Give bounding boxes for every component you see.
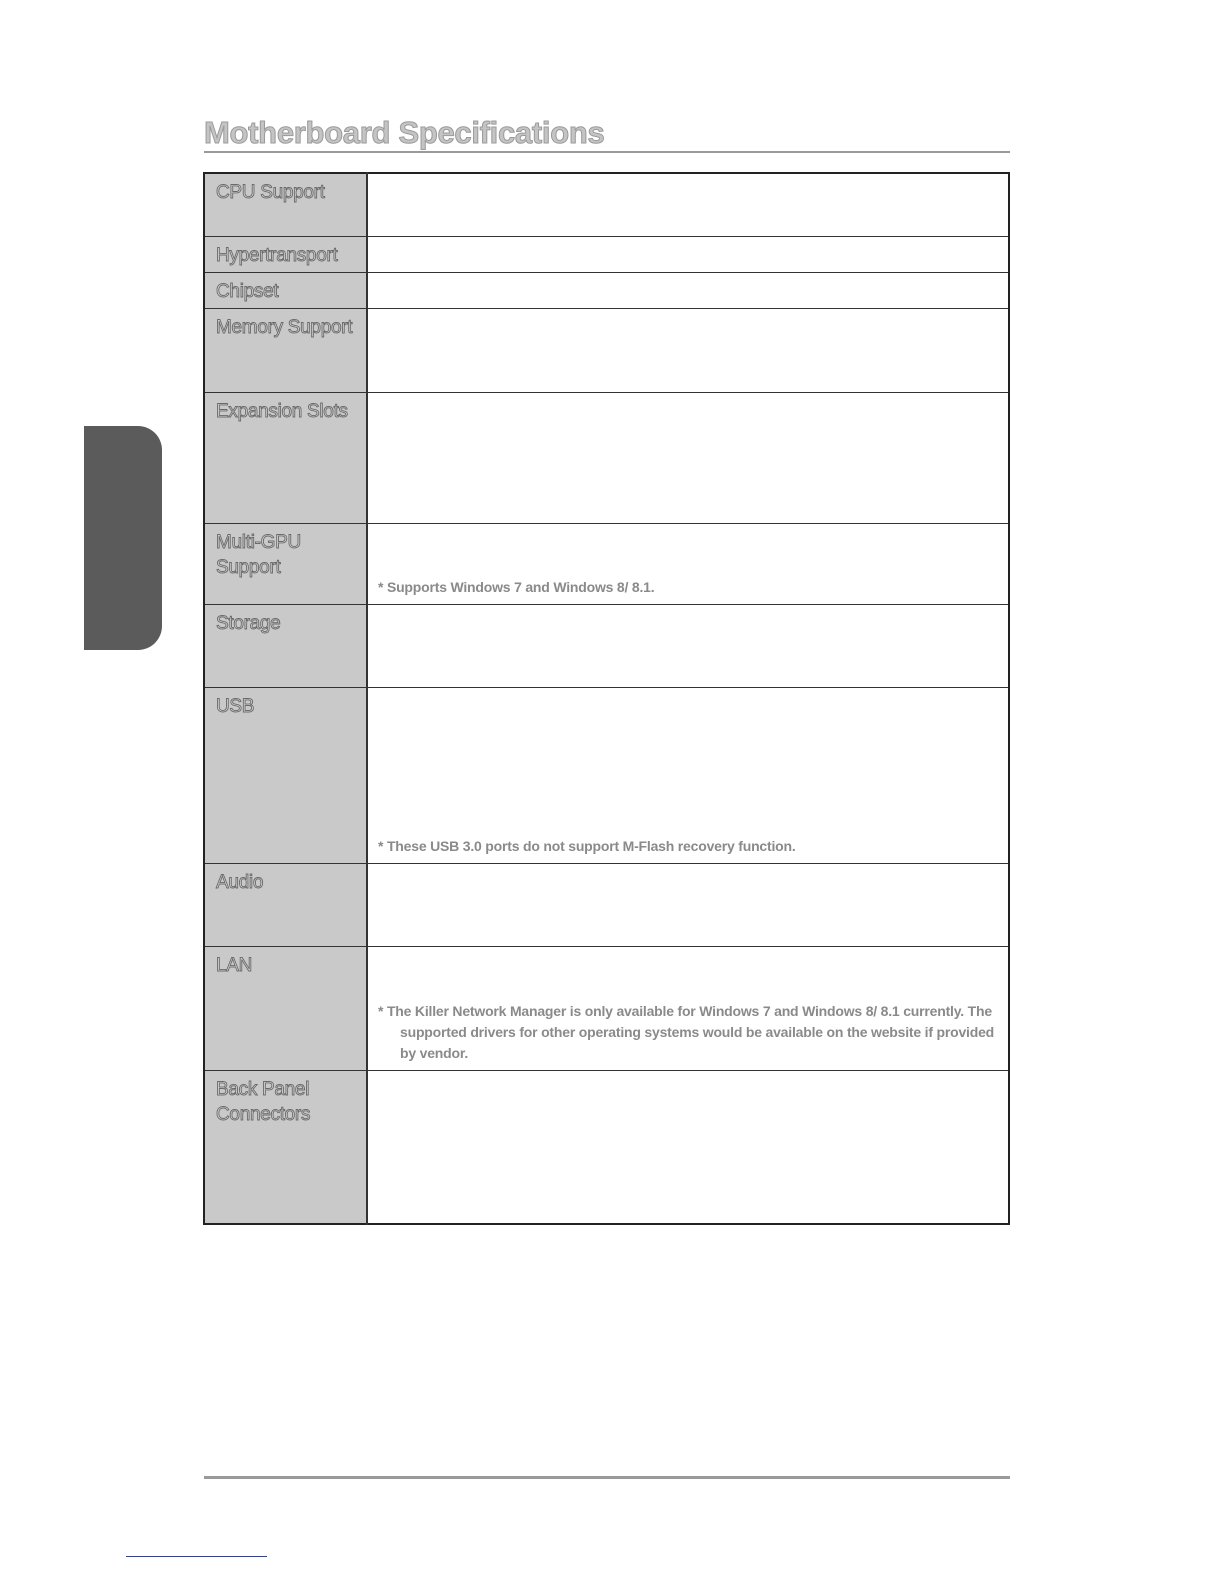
spec-row-usb	[204, 687, 1009, 863]
spec-row-audio	[204, 863, 1009, 946]
spec-label: CPU Support	[204, 173, 367, 236]
spec-row-memory-support	[204, 308, 1009, 392]
spec-row-cpu-support	[204, 173, 1009, 236]
corner-mark-line	[126, 1556, 267, 1557]
spec-label: USB	[204, 687, 367, 863]
spec-value	[367, 523, 1009, 604]
spec-value	[367, 173, 1009, 236]
title-divider	[204, 151, 1010, 153]
spec-note: * Supports Windows 7 and Windows 8/ 8.1.	[378, 578, 655, 595]
spec-row-storage	[204, 604, 1009, 687]
spec-row-lan	[204, 946, 1009, 1070]
spec-row-back-panel-connectors	[204, 1070, 1009, 1224]
spec-label: Audio	[204, 863, 367, 946]
spec-value	[367, 392, 1009, 523]
spec-note: * The Killer Network Manager is only available for Windows 7 and Windows 8/ 8.1 currently. The supported drivers for other operating systems would be available on the website if provided by vendor.	[378, 1002, 995, 1061]
page-title: Motherboard Specifications	[204, 115, 605, 150]
spec-value	[367, 308, 1009, 392]
spec-value	[367, 863, 1009, 946]
spec-value	[367, 236, 1009, 272]
spec-label: Hypertransport	[204, 236, 367, 272]
spec-label: Expansion Slots	[204, 392, 367, 523]
spec-row-expansion-slots	[204, 392, 1009, 523]
spec-label: Chipset	[204, 272, 367, 308]
spec-table	[203, 172, 1010, 1225]
spec-value	[367, 604, 1009, 687]
spec-value	[367, 1070, 1009, 1224]
spec-label: Memory Support	[204, 308, 367, 392]
spec-row-hypertransport	[204, 236, 1009, 272]
spec-label: Storage	[204, 604, 367, 687]
spec-value	[367, 687, 1009, 863]
spec-label: Multi-GPU Support	[204, 523, 367, 604]
spec-value	[367, 272, 1009, 308]
spec-note: * These USB 3.0 ports do not support M-Flash recovery function.	[378, 837, 796, 854]
chapter-side-tab	[84, 426, 162, 650]
spec-row-multi-gpu-support	[204, 523, 1009, 604]
spec-label: Back Panel Connectors	[204, 1070, 367, 1224]
spec-value	[367, 946, 1009, 1070]
spec-row-chipset	[204, 272, 1009, 308]
spec-label: LAN	[204, 946, 367, 1070]
footer-divider	[204, 1476, 1010, 1479]
